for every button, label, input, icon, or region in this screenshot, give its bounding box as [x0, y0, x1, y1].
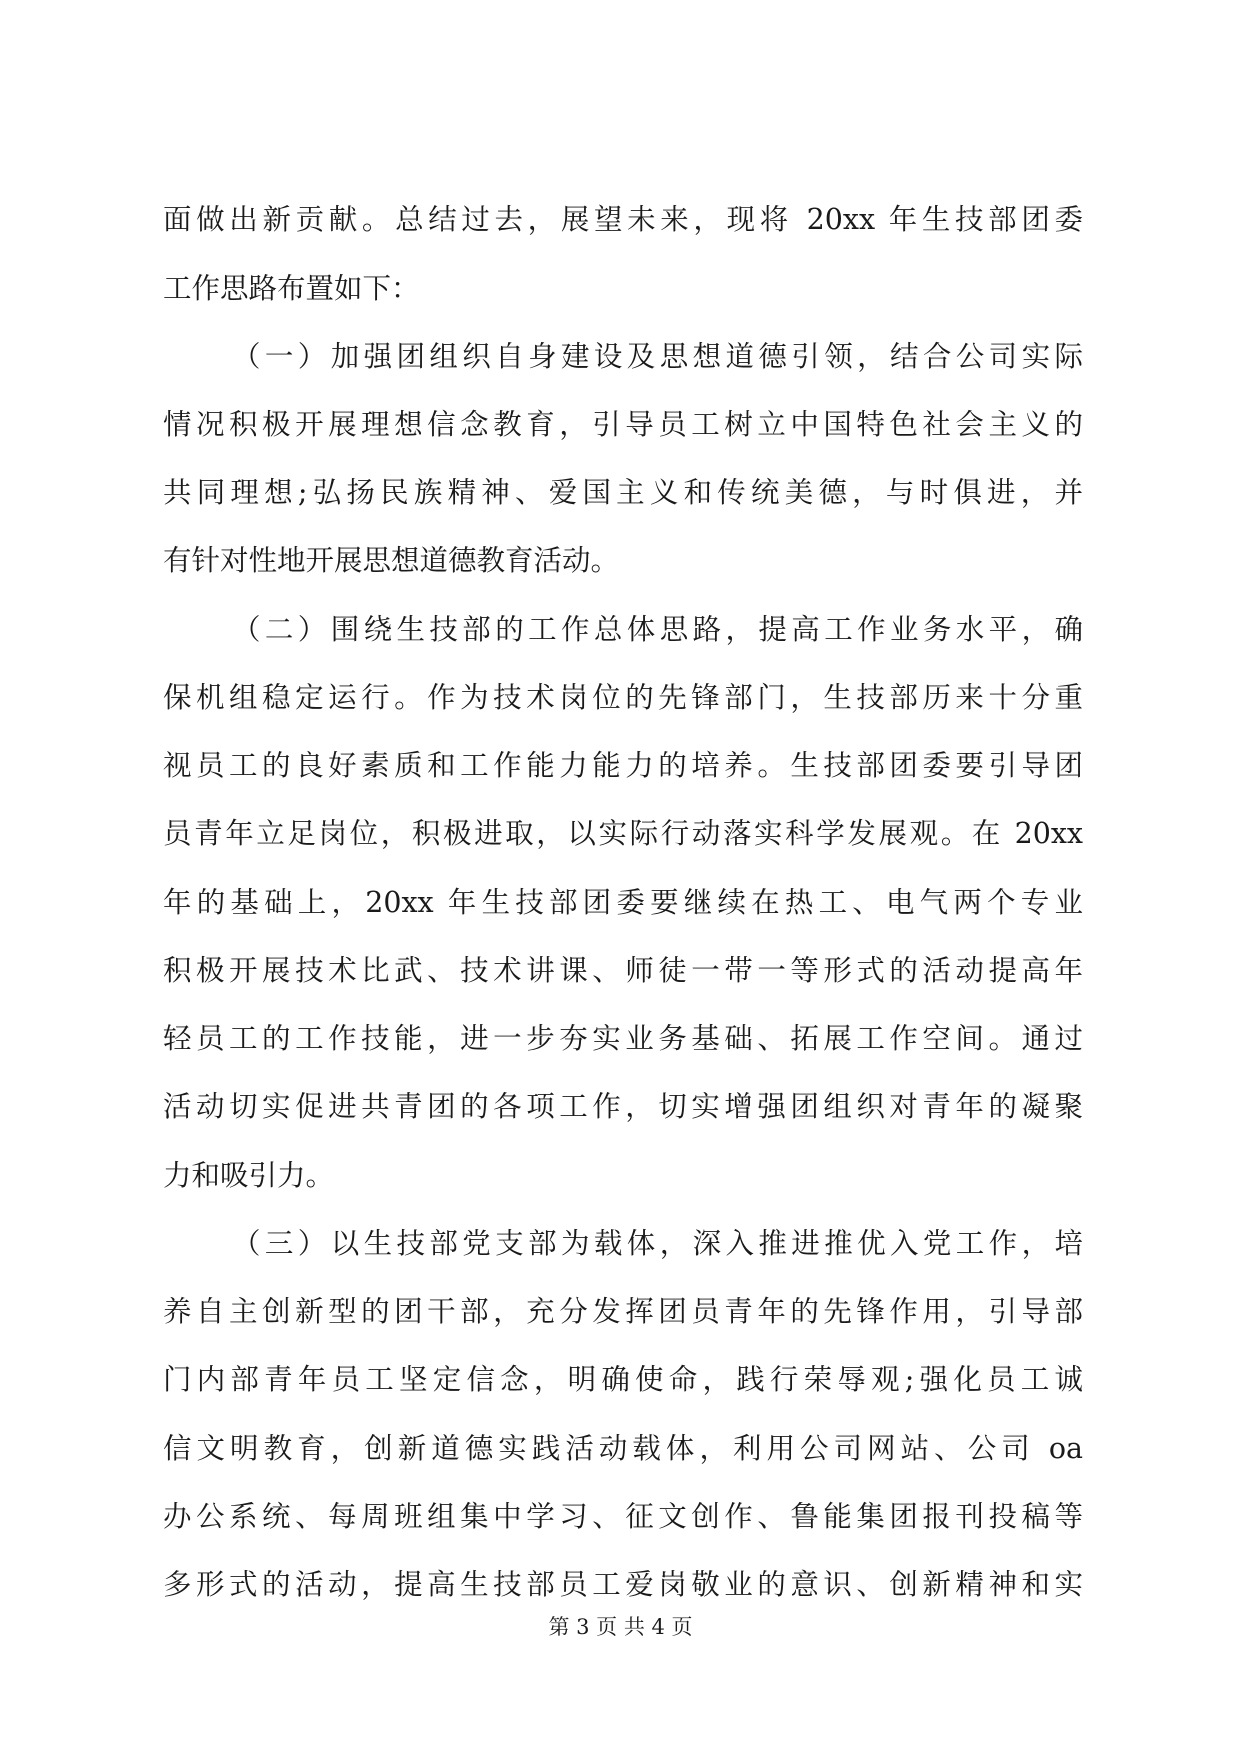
paragraph-heading-line: （二）围绕生技部的工作总体思路，提高工作业务水平，确 — [232, 613, 1083, 646]
text-line: 有针对性地开展思想道德教育活动。 — [163, 544, 620, 577]
text-line: 轻员工的工作技能，进一步夯实业务基础、拓展工作空间。通过 — [163, 1022, 1083, 1055]
text-line: 共同理想;弘扬民族精神、爱国主义和传统美德，与时俱进，并 — [163, 476, 1083, 509]
text-line: 情况积极开展理想信念教育，引导员工树立中国特色社会主义的 — [163, 408, 1083, 441]
paragraph-heading-line: （一）加强团组织自身建设及思想道德引领，结合公司实际 — [232, 340, 1083, 373]
paragraph-heading-line: （三）以生技部党支部为载体，深入推进推优入党工作，培 — [232, 1227, 1083, 1260]
text-line: 视员工的良好素质和工作能力能力的培养。生技部团委要引导团 — [163, 749, 1083, 782]
text-line: 工作思路布置如下： — [163, 272, 420, 305]
page-number-footer: 第 3 页 共 4 页 — [548, 1615, 693, 1639]
text-line: 年的基础上，20xx 年生技部团委要继续在热工、电气两个专业 — [163, 886, 1083, 919]
text-line: 员青年立足岗位，积极进取，以实际行动落实科学发展观。在 20xx — [163, 817, 1083, 850]
text-line: 多形式的活动，提高生技部员工爱岗敬业的意识、创新精神和实 — [163, 1568, 1083, 1601]
text-line: 养自主创新型的团干部，充分发挥团员青年的先锋作用，引导部 — [163, 1295, 1083, 1328]
text-line: 面做出新贡献。总结过去，展望未来，现将 20xx 年生技部团委 — [163, 203, 1083, 236]
text-line: 保机组稳定运行。作为技术岗位的先锋部门，生技部历来十分重 — [163, 681, 1083, 714]
text-line: 力和吸引力。 — [163, 1159, 335, 1192]
text-line: 门内部青年员工坚定信念，明确使命，践行荣辱观;强化员工诚 — [163, 1363, 1083, 1396]
text-line: 活动切实促进共青团的各项工作，切实增强团组织对青年的凝聚 — [163, 1090, 1083, 1123]
text-line: 办公系统、每周班组集中学习、征文创作、鲁能集团报刊投稿等 — [163, 1500, 1083, 1533]
text-line: 信文明教育，创新道德实践活动载体，利用公司网站、公司 oa — [163, 1432, 1083, 1465]
text-line: 积极开展技术比武、技术讲课、师徒一带一等形式的活动提高年 — [163, 954, 1083, 987]
